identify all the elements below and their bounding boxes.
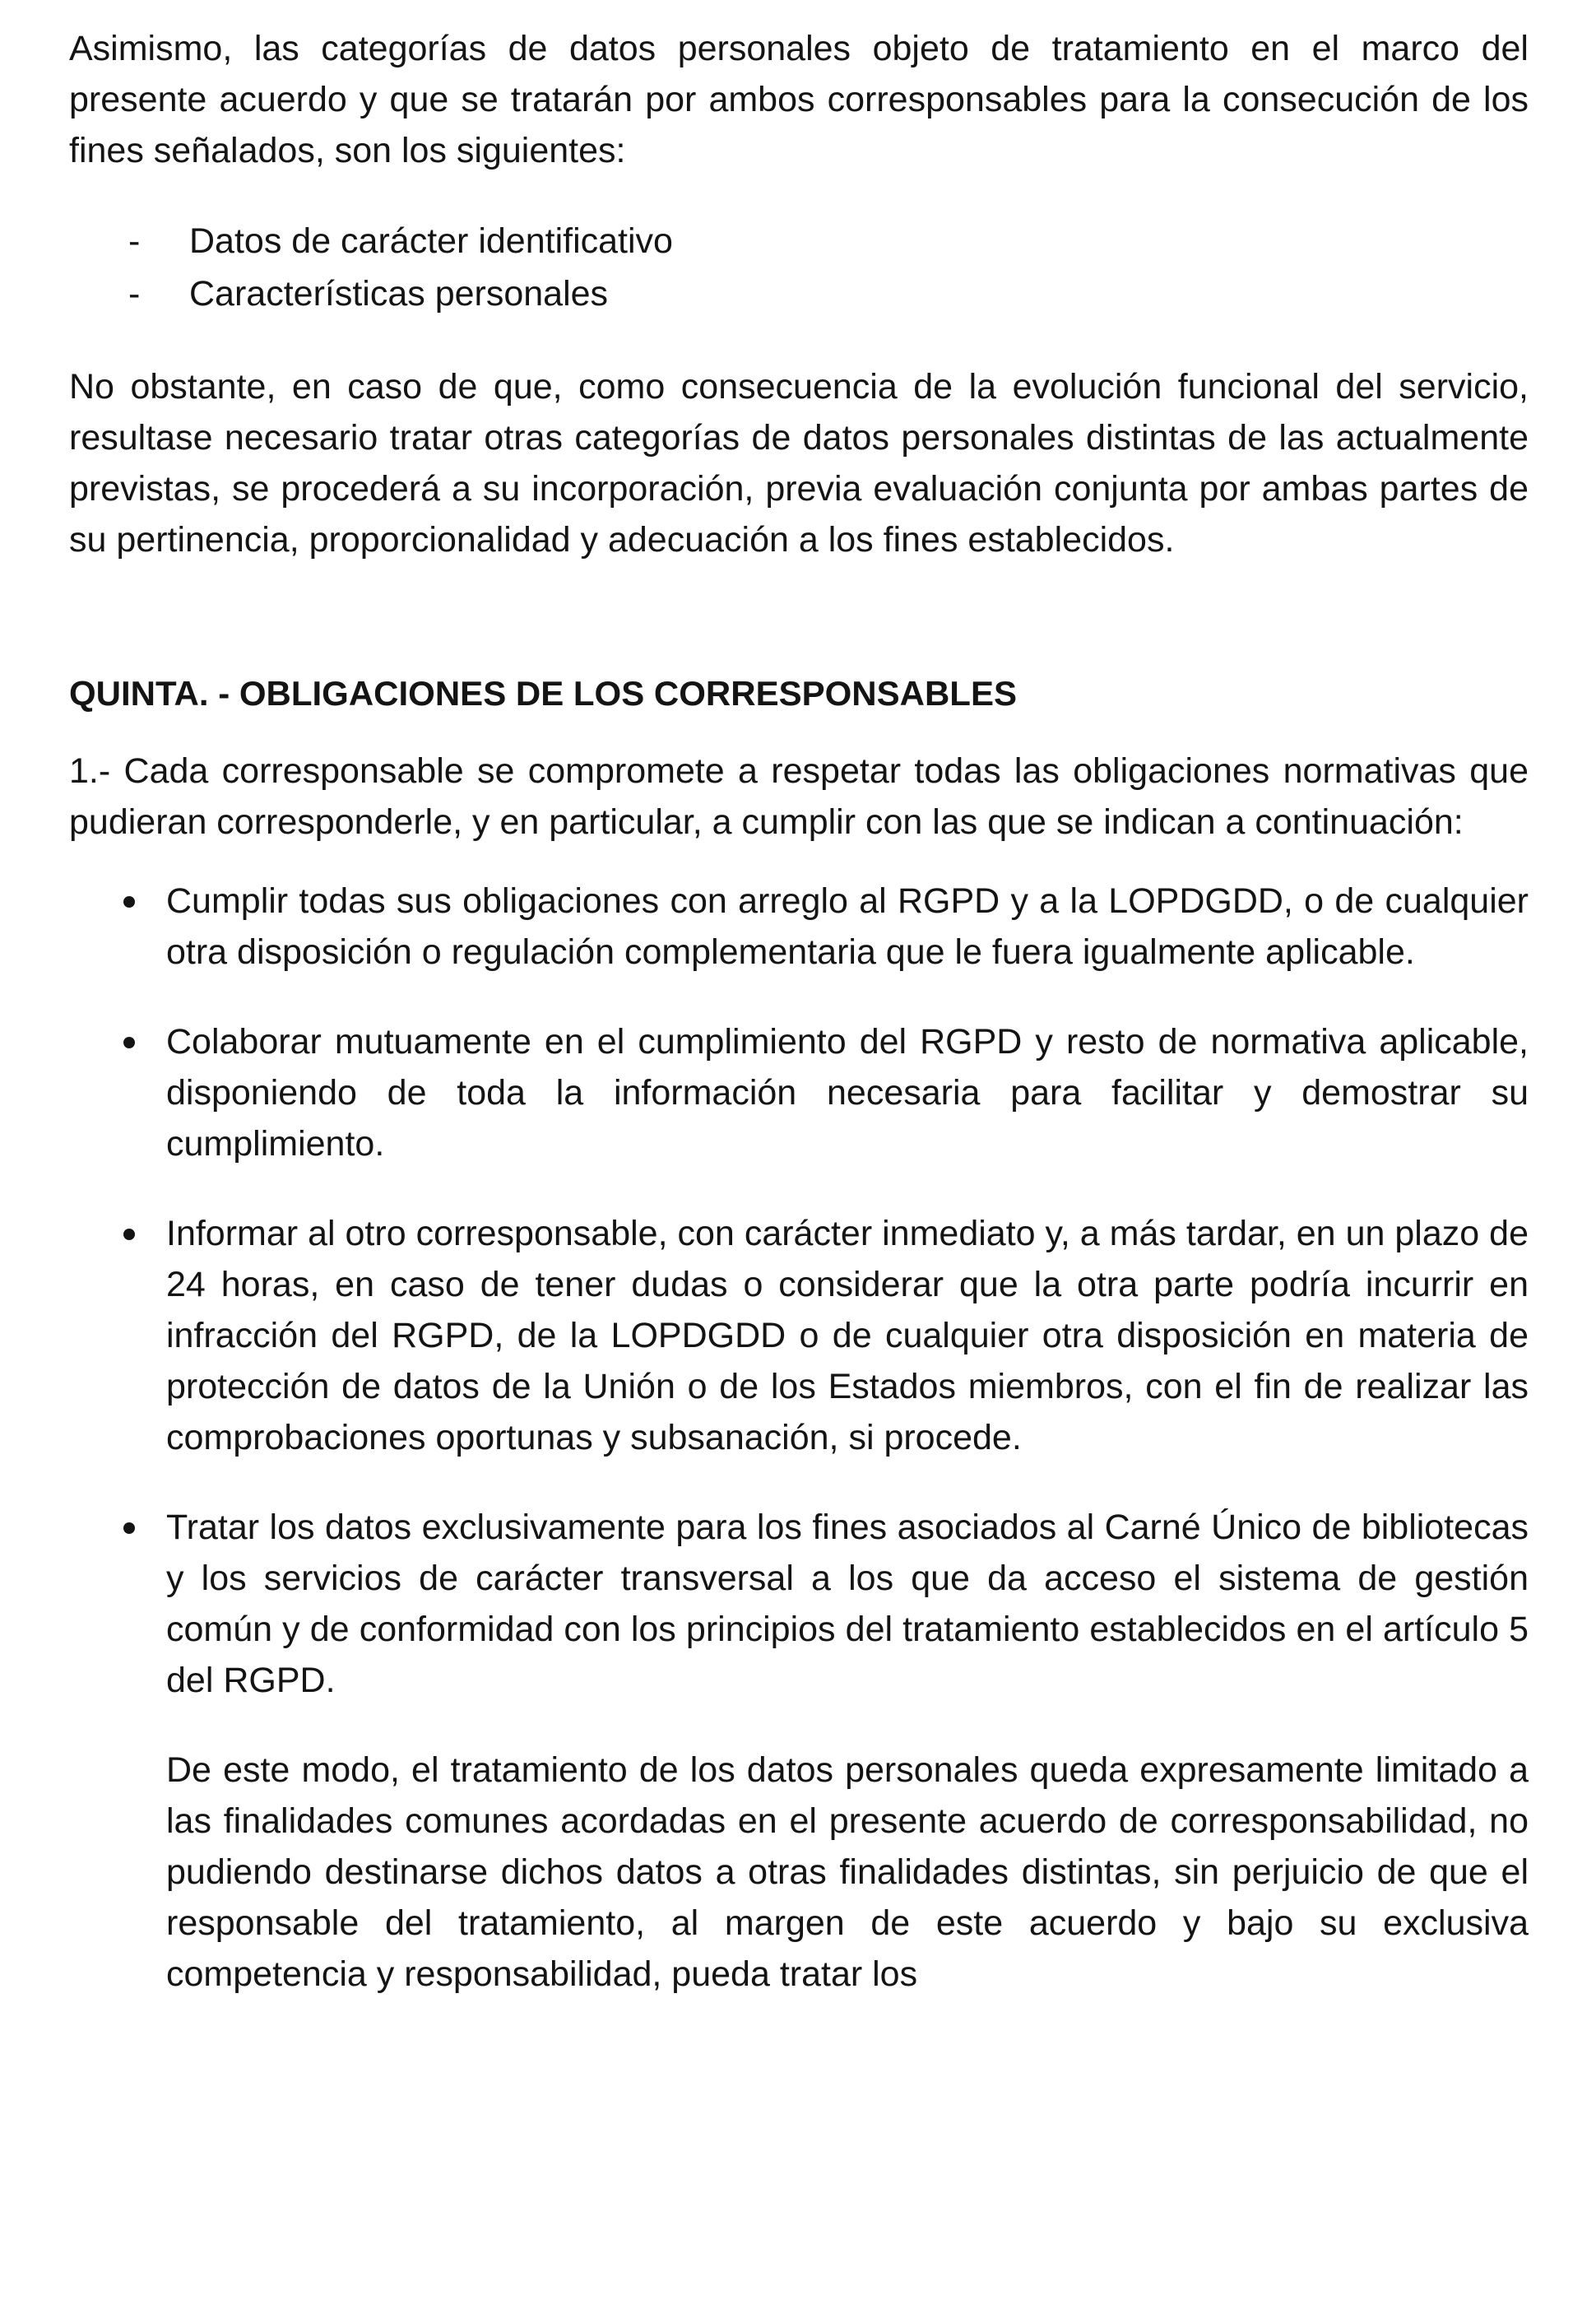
bullet-icon [123,1229,135,1240]
obligations-list [69,876,1529,1706]
section-heading: QUINTA. - OBLIGACIONES DE LOS CORRESPONSABLES [69,674,1017,713]
intro-paragraph: Asimismo, las categorías de datos personales objeto de tratamiento en el marco del presente acuerdo y que se tratarán por ambos corresponsables para la consecución de los fines señalados, son los siguientes: [69,29,1529,170]
list-item [69,1016,1529,1169]
category-label: Datos de carácter identificativo [189,221,673,261]
list-item [69,876,1529,978]
category-label: Características personales [189,274,609,314]
additional-categories-paragraph: No obstante, en caso de que, como consecuencia de la evolución funcional del servicio, resultase necesario tratar otras categorías de datos personales distintas de las actualmente previstas, se procederá a su incorporación, previa evaluación conjunta por ambas partes de su pertinencia, proporcionalidad y adecuación a los fines establecidos. [69,367,1529,560]
obligation-text: Cumplir todas sus obligaciones con arreglo al RGPD y a la LOPDGDD, o de cualquier otra disposición o regulación complementaria que le fuera igualmente aplicable. [166,881,1529,972]
document-page [69,23,1529,2000]
obligation-text: Informar al otro corresponsable, con carácter inmediato y, a más tardar, en un plazo de 24 horas, en caso de tener dudas o considerar que la otra parte podría incurrir en infracción del RGPD, de la LOPDGDD o de cualquier otra disposición en materia de protección de datos de la Unión o de los Estados miembros, con el fin de realizar las comprobaciones oportunas y subsanación, si procede. [166,1214,1529,1457]
obligation-text: Colaborar mutuamente en el cumplimiento del RGPD y resto de normativa aplicable, disponiendo de toda la información necesaria para facilitar y demostrar su cumplimiento. [166,1022,1529,1164]
list-item [69,216,1529,268]
obligations-intro-paragraph: 1.- Cada corresponsable se compromete a respetar todas las obligaciones normativas que pudieran corresponderle, y en particular, a cumplir con las que se indican a continuación: [69,751,1529,842]
list-item [69,1502,1529,1706]
dash-marker: - [128,221,141,261]
bullet-icon [123,1522,135,1534]
bullet-icon [123,896,135,908]
data-categories-list [69,216,1529,321]
obligation-text: Tratar los datos exclusivamente para los fines asociados al Carné Único de bibliotecas y los servicios de carácter transversal a los que da acceso el sistema de gestión común y de conformidad con los principios del tratamiento establecidos en el artículo 5 del RGPD. [166,1508,1529,1700]
bullet-icon [123,1037,135,1048]
list-item [69,268,1529,321]
list-item [69,1208,1529,1463]
dash-marker: - [128,274,141,314]
limitation-paragraph: De este modo, el tratamiento de los datos personales queda expresamente limitado a las finalidades comunes acordadas en el presente acuerdo de corresponsabilidad, no pudiendo destinarse dichos datos a otras finalidades distintas, sin perjuicio de que el responsable del tratamiento, al margen de este acuerdo y bajo su exclusiva competencia y responsabilidad, pueda tratar los [166,1750,1529,1994]
